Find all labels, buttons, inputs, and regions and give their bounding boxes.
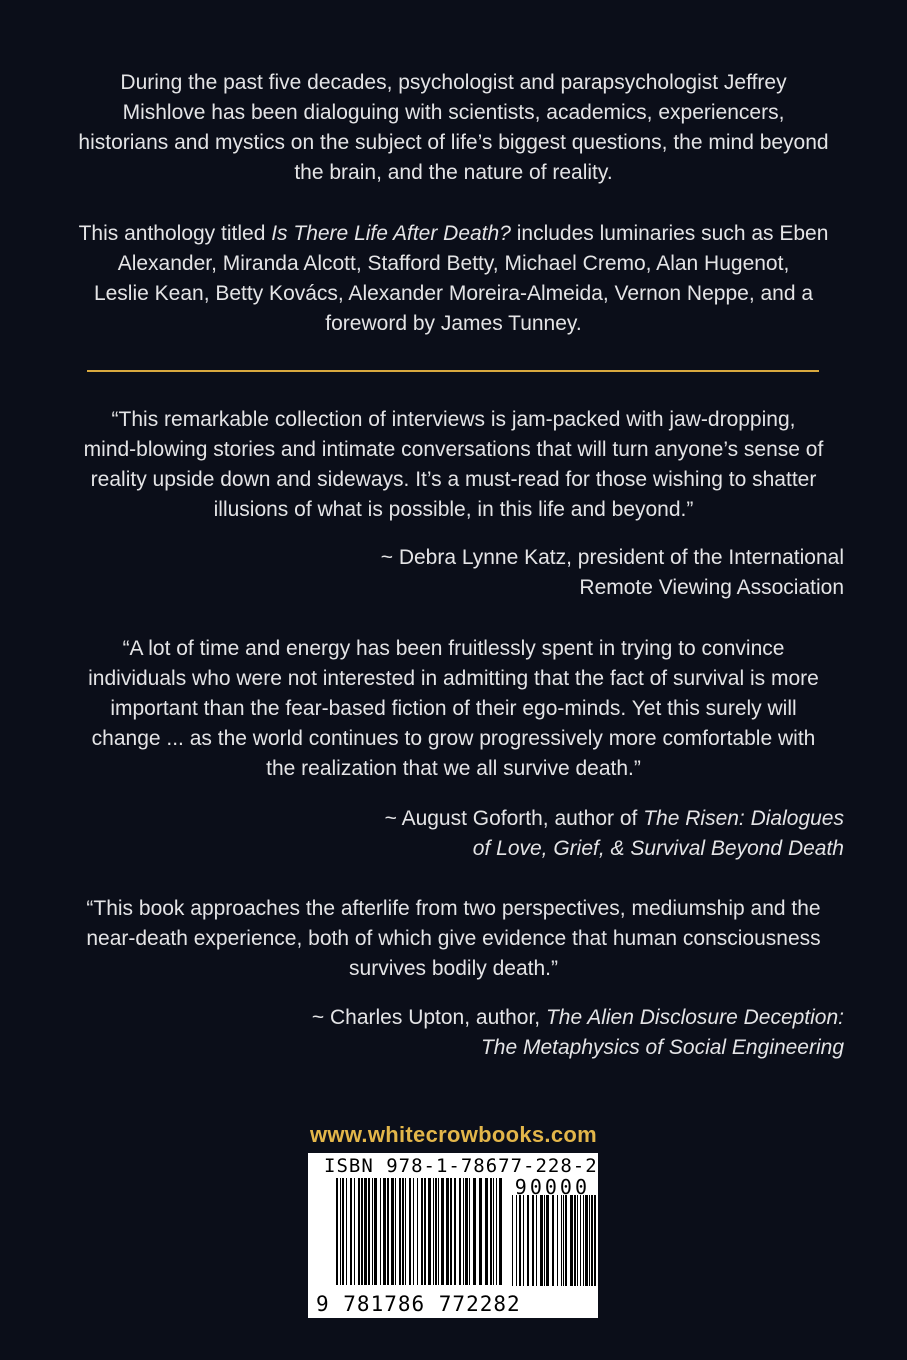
text-line [40,924,867,954]
text-segment: the realization that we all survive death.” [266,757,641,780]
text-segment: Leslie Kean, Betty Kovács, Alexander Moreira-Almeida, Vernon Neppe, and a [93,282,814,305]
barcode-bar [441,1178,444,1285]
barcode-bar [485,1178,488,1285]
text-segment: individuals who were not interested in admitting that the fact of survival is more [88,667,819,690]
barcode-bar [450,1178,452,1285]
text-segment: ~ Charles Upton, author, [311,1006,546,1029]
barcode-bar [583,1195,584,1286]
barcode-bar [446,1178,449,1285]
attribution-goforth [144,804,844,864]
barcode-bar [336,1178,338,1285]
text-segment: ~ Debra Lynne Katz, president of the International [380,546,844,569]
barcode-bar [428,1178,431,1285]
barcode-bar [561,1195,562,1286]
barcode-bar [490,1178,492,1285]
text-line [40,68,867,98]
text-line [144,543,844,573]
text-line [144,1033,844,1063]
barcode-bar [399,1178,401,1285]
barcode-bar [380,1178,381,1285]
text-line [144,834,844,864]
text-line [144,573,844,603]
text-segment: historians and mystics on the subject of life’s biggest questions, the mind beyond [78,131,829,154]
text-line [40,128,867,158]
divider [87,370,819,372]
text-segment: the brain, and the nature of reality. [294,161,613,184]
barcode-bar [361,1178,363,1285]
barcode-bar [516,1195,517,1286]
barcode-bar [391,1178,394,1285]
italic-title: The Alien Disclosure Deception: [545,1006,844,1029]
text-line [144,804,844,834]
italic-title: Is There Life After Death? [271,222,511,245]
barcode-bar [354,1178,355,1285]
text-segment: foreword by James Tunney. [325,312,582,335]
text-segment: survives bodily death.” [349,957,558,980]
text-segment: important than the fear-based fiction of their ego-minds. Yet this surely will [110,697,797,720]
barcode-bar [574,1195,576,1286]
text-line [144,1003,844,1033]
barcode-bar [591,1195,593,1286]
text-line [40,219,867,249]
barcode-bar [374,1178,377,1285]
text-line [40,405,867,435]
barcode-bar [540,1195,543,1286]
barcode-bar [438,1178,439,1285]
barcode-bar [413,1178,414,1285]
text-line [40,435,867,465]
barcode-bar [585,1195,588,1286]
barcode-bar [512,1195,513,1286]
barcode-bar [395,1178,396,1285]
text-line [40,754,867,784]
barcode-bar [402,1178,404,1285]
text-segment: change ... as the world continues to grow progressively more comfortable with [91,727,816,750]
text-segment: “This book approaches the afterlife from two perspectives, mediumship and the [86,897,821,920]
barcode-bar [421,1178,423,1285]
text-line [40,694,867,724]
quote-katz [40,405,867,525]
price-addon: 90000 [514,1175,590,1199]
ean-digits: 9 781786 772282 [316,1292,521,1316]
text-line [40,249,867,279]
text-line [40,309,867,339]
barcode-bar [340,1178,341,1285]
barcode-bar [469,1178,470,1285]
barcode-bar [435,1178,437,1285]
barcode-bar [454,1178,456,1285]
text-line [40,954,867,984]
barcode-bar [372,1178,373,1285]
barcode-bar [536,1195,537,1286]
barcode-bar [387,1178,389,1285]
anthology-paragraph [40,219,867,339]
barcode-bar [589,1195,590,1286]
barcode-bar [519,1195,521,1286]
barcode-bar [552,1195,554,1286]
text-segment: “A lot of time and energy has been fruitlessly spent in trying to convince [122,637,785,660]
text-segment: Remote Viewing Association [579,576,844,599]
text-segment: This anthology titled [78,222,272,245]
barcode-bar [577,1195,578,1286]
text-segment: During the past five decades, psychologist and parapsychologist Jeffrey [120,71,787,94]
barcode-bar [479,1178,482,1285]
text-line [40,894,867,924]
barcode-bar [563,1195,564,1286]
attribution-upton [144,1003,844,1063]
attribution-katz [144,543,844,603]
barcode-bar [523,1195,524,1286]
text-segment: “This remarkable collection of interviews is jam-packed with jaw-dropping, [111,408,796,431]
barcode-bar [346,1178,347,1285]
text-segment: illusions of what is possible, in this life and beyond.” [213,498,694,521]
barcode-bar [409,1178,411,1285]
barcode-bar [424,1178,426,1285]
barcode-bar [557,1195,558,1286]
barcode-bar [417,1178,418,1285]
barcode-bar [433,1178,434,1285]
barcode-bar [405,1178,406,1285]
barcode-bar [383,1178,386,1285]
barcode-bar [570,1195,573,1286]
text-segment: Alexander, Miranda Alcott, Stafford Betty, Michael Cremo, Alan Hugenot, [117,252,790,275]
italic-title: The Risen: Dialogues [643,807,844,830]
text-line [40,664,867,694]
barcode-bar [493,1178,494,1285]
quote-upton [40,894,867,984]
text-line [40,279,867,309]
barcode-bar [364,1178,367,1285]
barcode-bar [463,1178,464,1285]
text-segment: Mishlove has been dialoguing with scientists, academics, experiencers, [122,101,785,124]
quote-goforth [40,634,867,784]
barcode-bar [459,1178,461,1285]
barcode-bar [527,1195,529,1286]
text-line [40,724,867,754]
barcode-bar [499,1178,502,1285]
barcode-bar [358,1178,360,1285]
text-segment: near-death experience, both of which give evidence that human consciousness [86,927,821,950]
italic-title: of Love, Grief, & Survival Beyond Death [472,837,844,860]
barcode-bar [350,1178,352,1285]
barcode-bar [496,1178,497,1285]
barcode-bar [546,1195,549,1286]
italic-title: The Metaphysics of Social Engineering [480,1036,844,1059]
publisher-url[interactable]: www.whitecrowbooks.com [310,1122,597,1147]
text-segment: mind-blowing stories and intimate conversations that will turn anyone’s sense of [83,438,824,461]
barcode-bar [580,1195,581,1286]
barcode-bar [532,1195,534,1286]
isbn-barcode [308,1153,598,1318]
text-segment: reality upside down and sideways. It’s a must-read for those wishing to shatter [90,468,817,491]
barcode-bar [368,1178,370,1285]
text-line [40,495,867,525]
text-line [40,98,867,128]
barcode-bar [544,1195,545,1286]
intro-paragraph [40,68,867,188]
barcode-bar [594,1195,596,1286]
text-line [40,465,867,495]
barcode-bar [473,1178,476,1285]
text-segment: ~ August Goforth, author of [384,807,644,830]
text-segment: includes luminaries such as Eben [510,222,829,245]
text-line [40,158,867,188]
barcode-bar [465,1178,468,1285]
barcode-bar [565,1195,567,1286]
barcode-bar [342,1178,344,1285]
text-line [40,634,867,664]
isbn-text: ISBN 978-1-78677-228-2 [324,1155,598,1177]
